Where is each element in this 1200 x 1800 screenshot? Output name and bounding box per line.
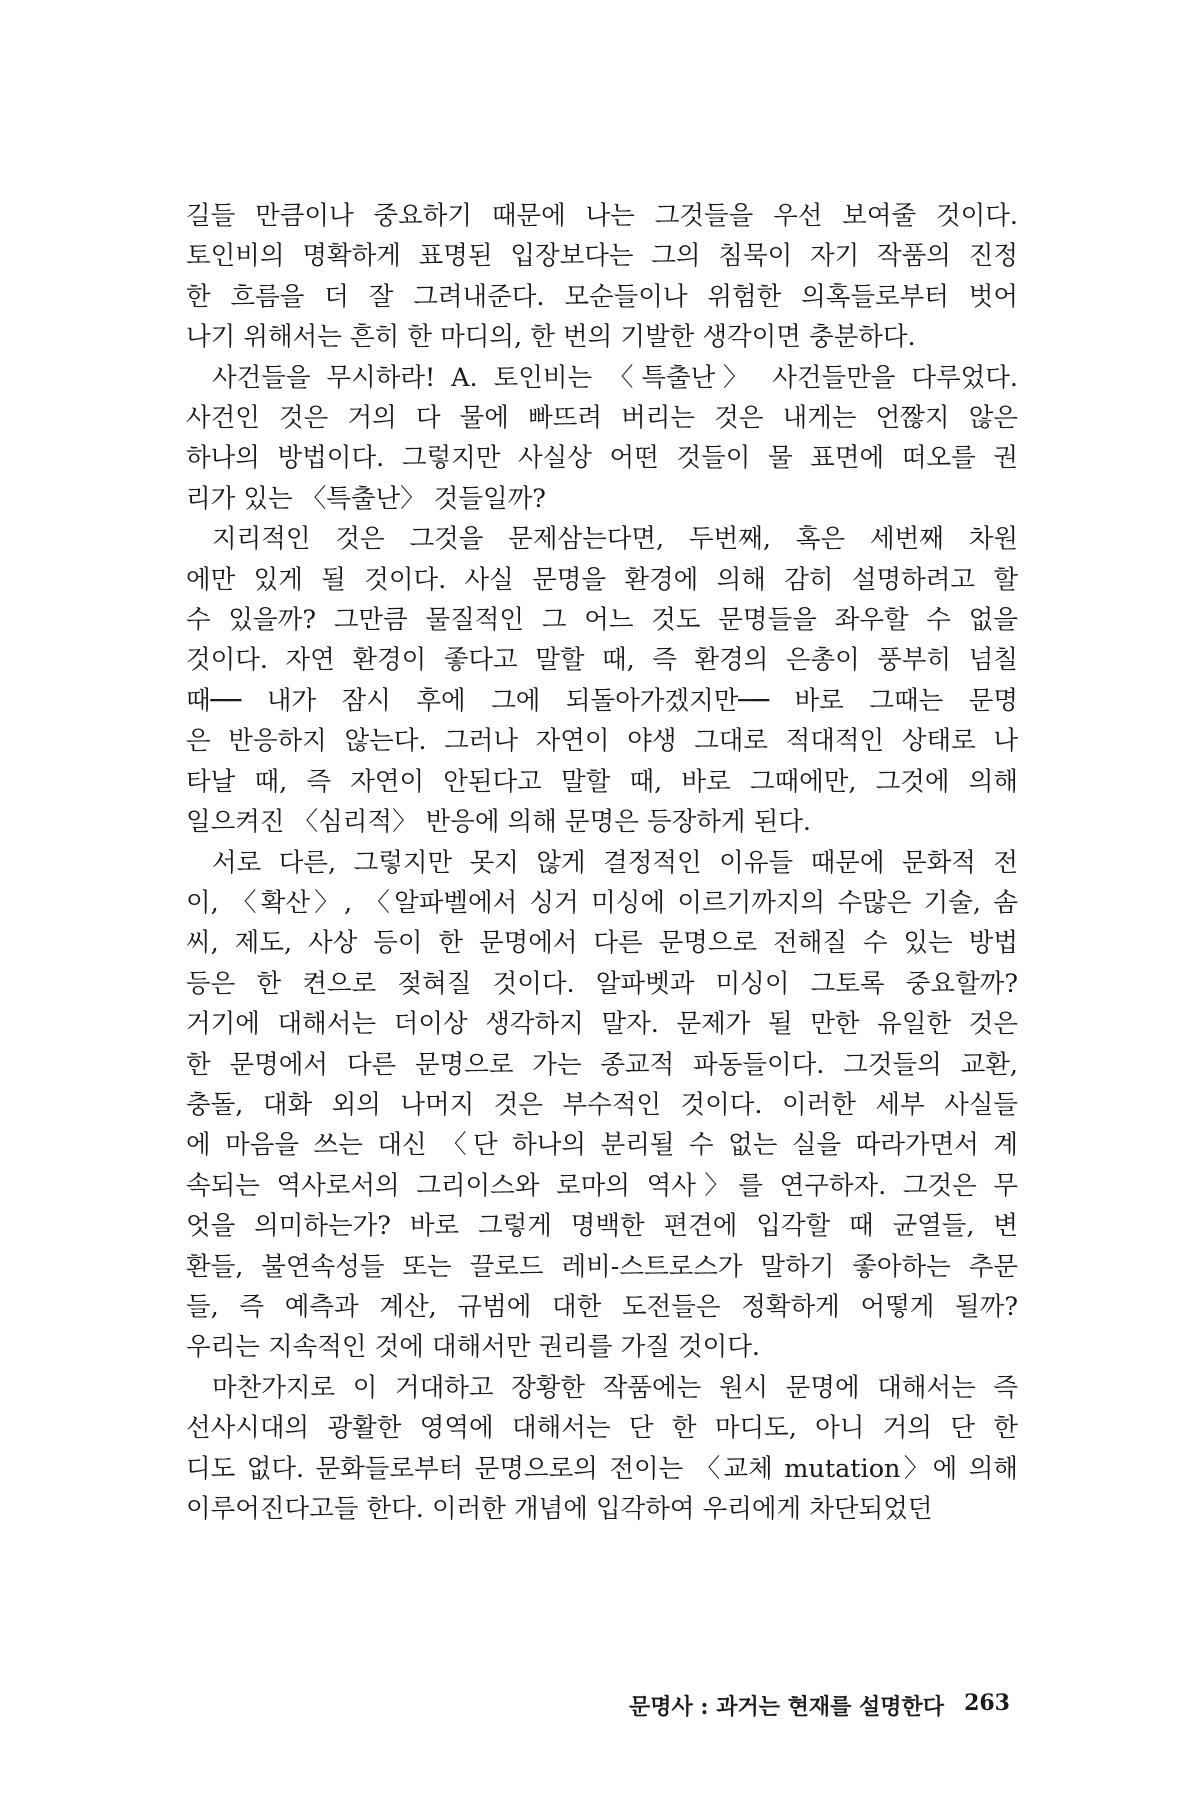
paragraph <box>186 843 1018 1368</box>
paragraph <box>186 196 1018 358</box>
text-line: 서로 다른, 그렇지만 못지 않게 결정적인 이유들 때문에 문화적 전 <box>212 847 1018 878</box>
running-title: 문명사 : 과거는 현재를 설명한다 <box>629 1694 945 1720</box>
text-line: 에만 있게 될 것이다. 사실 문명을 환경에 의해 감히 설명하려고 할 <box>186 564 1018 595</box>
text-line: 지리적인 것은 그것을 문제삼는다면, 두번째, 혹은 세번째 차원 <box>212 524 1018 555</box>
text-line: 이루어진다고들 한다. 이러한 개념에 입각하여 우리에게 차단되었던 <box>186 1494 933 1524</box>
text-line: 환들, 불연속성들 또는 끌로드 레비-스트로스가 말하기 좋아하는 추문 <box>186 1251 1018 1282</box>
text-line: 한 문명에서 다른 문명으로 가는 종교적 파동들이다. 그것들의 교환, <box>186 1049 1018 1080</box>
text-line: 한 흐름을 더 잘 그려내준다. 모순들이나 위험한 의혹들로부터 벗어 <box>186 281 1018 312</box>
text-line: 충돌, 대화 외의 나머지 것은 부수적인 것이다. 이러한 세부 사실들 <box>186 1089 1018 1120</box>
text-line: 속되는 역사로서의 그리이스와 로마의 역사〉를 연구하자. 그것은 무 <box>186 1170 1018 1201</box>
text-line: 일으켜진 〈심리적〉 반응에 의해 문명은 등장하게 된다. <box>186 807 812 838</box>
text-line: 에 마음을 쓰는 대신 〈단 하나의 분리될 수 없는 실을 따라가면서 계 <box>186 1130 1018 1161</box>
page-number: 263 <box>964 1690 1010 1716</box>
text-line: 나기 위해서는 흔히 한 마디의, 한 번의 기발한 생각이면 충분하다. <box>186 322 916 353</box>
text-line: 수 있을까? 그만큼 물질적인 그 어느 것도 문명들을 좌우할 수 없을 <box>186 605 1018 636</box>
body-text <box>186 196 1018 1529</box>
text-line: 씨, 제도, 사상 등이 한 문명에서 다른 문명으로 전해질 수 있는 방법 <box>186 928 1018 959</box>
text-line: 디도 없다. 문화들로부터 문명으로의 전이는 〈교체 mutation〉에 의해 <box>186 1453 1018 1484</box>
text-line: 길들 만큼이나 중요하기 때문에 나는 그것들을 우선 보여줄 것이다. <box>186 201 1018 231</box>
text-line: 리가 있는 〈특출난〉 것들일까? <box>186 483 546 514</box>
text-line: 은 반응하지 않는다. 그러나 자연이 야생 그대로 적대적인 상태로 나 <box>186 726 1018 757</box>
text-line: 이, 〈확산〉, 〈알파벨에서 싱거 미싱에 이르기까지의 수많은 기술, 솜 <box>186 887 1018 918</box>
text-line: 들, 즉 예측과 계산, 규범에 대한 도전들은 정확하게 어떻게 될까? <box>186 1291 1018 1322</box>
text-line: 하나의 방법이다. 그렇지만 사실상 어떤 것들이 물 표면에 떠오를 권 <box>186 443 1018 474</box>
text-line: 선사시대의 광활한 영역에 대해서는 단 한 마디도, 아니 거의 단 한 <box>186 1413 1018 1444</box>
text-line: 것이다. 자연 환경이 좋다고 말할 때, 즉 환경의 은총이 풍부히 넘칠 <box>186 645 1018 676</box>
text-line: 엇을 의미하는가? 바로 그렇게 명백한 편견에 입각할 때 균열들, 변 <box>186 1211 1018 1242</box>
text-line: 때── 내가 잠시 후에 그에 되돌아가겠지만── 바로 그때는 문명 <box>186 685 1018 716</box>
text-line: 등은 한 켠으로 젖혀질 것이다. 알파벳과 미싱이 그토록 중요할까? <box>186 968 1018 999</box>
text-line: 타날 때, 즉 자연이 안된다고 말할 때, 바로 그때에만, 그것에 의해 <box>186 766 1018 797</box>
paragraph <box>186 519 1018 842</box>
text-line: 마찬가지로 이 거대하고 장황한 작품에는 원시 문명에 대해서는 즉 <box>212 1372 1018 1403</box>
text-line: 우리는 지속적인 것에 대해서만 권리를 가질 것이다. <box>186 1332 761 1363</box>
text-line: 사건인 것은 거의 다 물에 빠뜨려 버리는 것은 내게는 언짢지 않은 <box>186 403 1018 434</box>
text-line: 사건들을 무시하라! A. 토인비는 〈특출난〉 사건들만을 다루었다. <box>212 362 1018 393</box>
paragraph <box>186 358 1018 520</box>
text-line: 거기에 대해서는 더이상 생각하지 말자. 문제가 될 만한 유일한 것은 <box>186 1009 1018 1040</box>
page-footer <box>590 1690 1010 1721</box>
paragraph <box>186 1368 1018 1530</box>
text-line: 토인비의 명확하게 표명된 입장보다는 그의 침묵이 자기 작품의 진정 <box>186 241 1018 272</box>
